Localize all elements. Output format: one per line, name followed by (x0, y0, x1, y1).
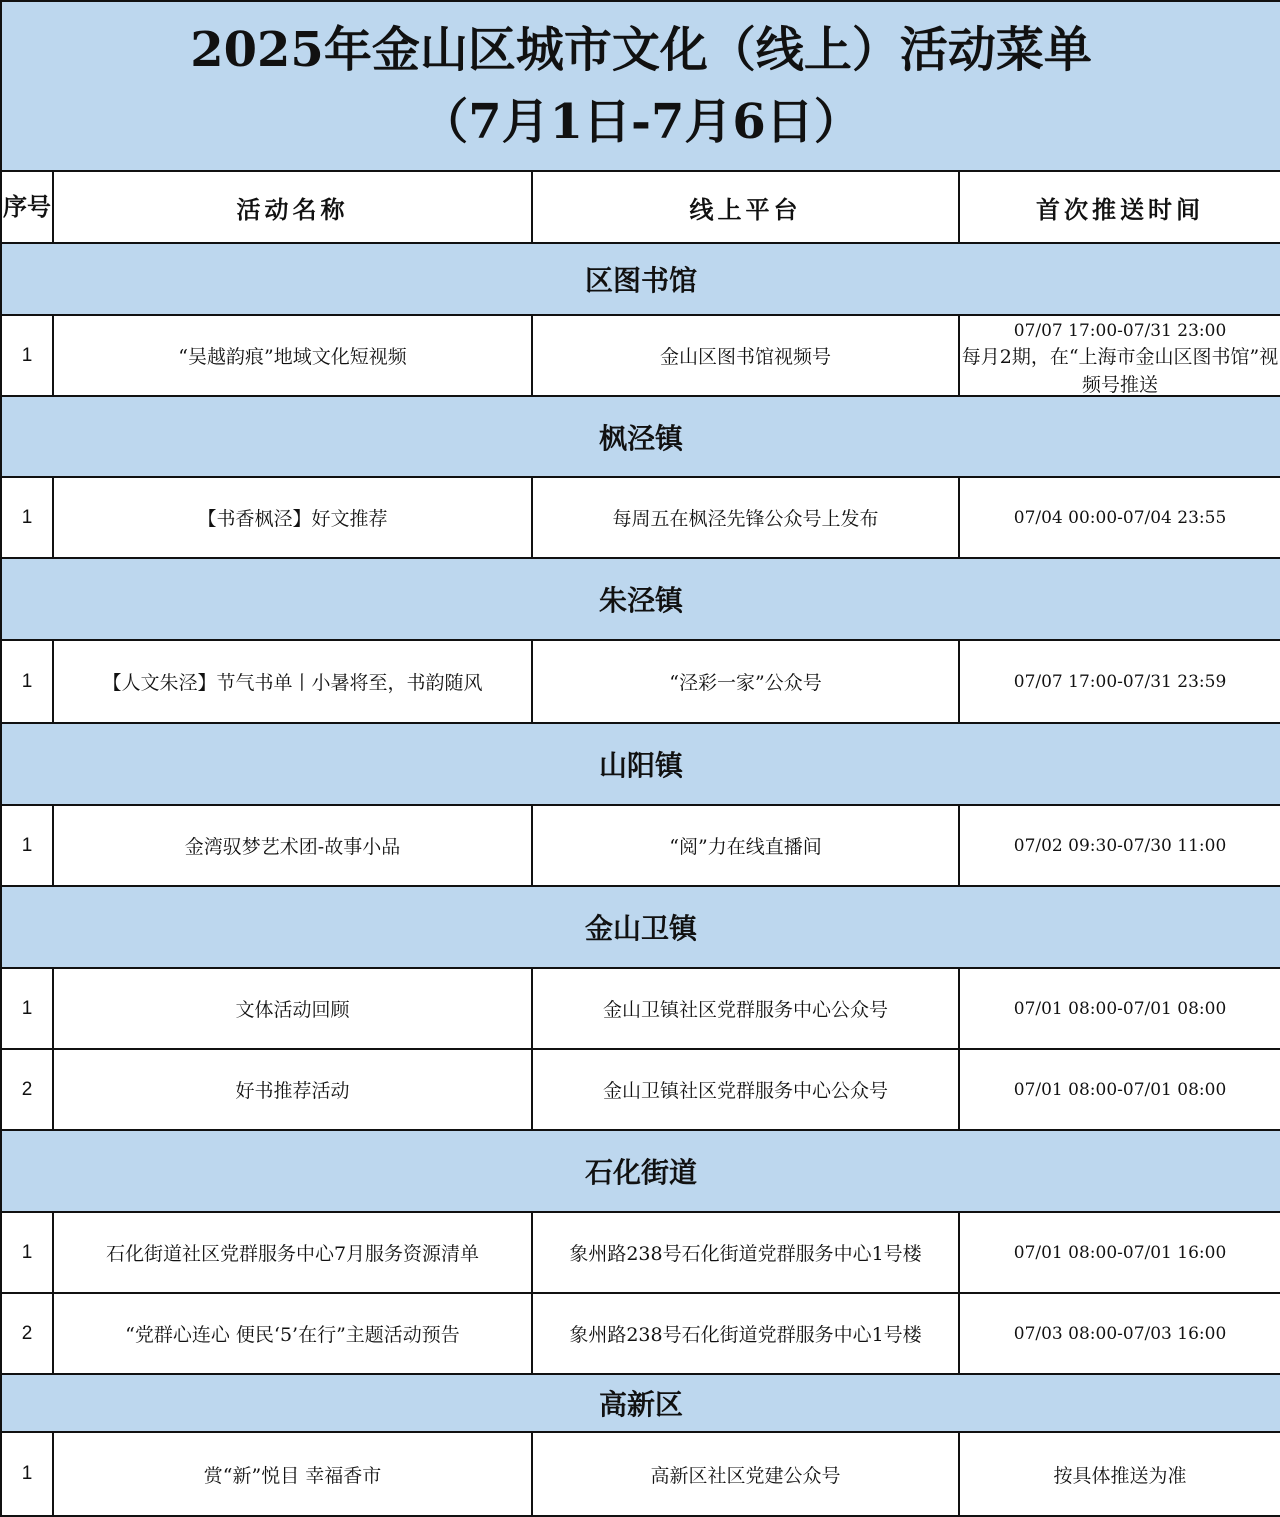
activity-name: 【人文朱泾】节气书单丨小暑将至，书韵随风 (53, 640, 532, 723)
push-time: 07/07 17:00-07/31 23:59 (959, 640, 1280, 723)
table-row (1, 1212, 1280, 1293)
row-index: 1 (1, 640, 53, 723)
activity-name: 赏“新”悦目 幸福香市 (53, 1432, 532, 1516)
platform: 象州路238号石化街道党群服务中心1号楼 (532, 1212, 959, 1293)
activity-name: “吴越韵痕”地域文化短视频 (53, 315, 532, 396)
table-row (1, 640, 1280, 723)
push-time: 07/01 08:00-07/01 08:00 (959, 968, 1280, 1049)
table-row (1, 477, 1280, 558)
push-time: 按具体推送为准 (959, 1432, 1280, 1516)
activity-name: 金湾驭梦艺术团-故事小品 (53, 805, 532, 886)
header-activity-name: 活动名称 (53, 171, 532, 243)
section-title: 区图书馆 (1, 243, 1280, 315)
activity-name: 文体活动回顾 (53, 968, 532, 1049)
page-title (1, 1, 1280, 171)
column-header-row (1, 171, 1280, 243)
row-index: 2 (1, 1293, 53, 1374)
activity-name: 【书香枫泾】好文推荐 (53, 477, 532, 558)
platform: “泾彩一家”公众号 (532, 640, 959, 723)
title-line-2: （7月1日-7月6日） (420, 94, 862, 150)
section-title: 朱泾镇 (1, 558, 1280, 640)
header-index: 序号 (1, 171, 53, 243)
table-row (1, 805, 1280, 886)
table-row (1, 315, 1280, 396)
section-header (1, 243, 1280, 315)
activity-name: 石化街道社区党群服务中心7月服务资源清单 (53, 1212, 532, 1293)
header-platform: 线上平台 (532, 171, 959, 243)
push-time: 07/02 09:30-07/30 11:00 (959, 805, 1280, 886)
platform: “阅”力在线直播间 (532, 805, 959, 886)
section-title: 山阳镇 (1, 723, 1280, 805)
row-index: 1 (1, 805, 53, 886)
platform: 每周五在枫泾先锋公众号上发布 (532, 477, 959, 558)
section-header (1, 558, 1280, 640)
title-line-1: 2025年金山区城市文化（线上）活动菜单 (190, 22, 1092, 78)
table-row (1, 1049, 1280, 1130)
push-time (959, 315, 1280, 396)
section-title: 枫泾镇 (1, 396, 1280, 477)
push-time: 07/01 08:00-07/01 16:00 (959, 1212, 1280, 1293)
section-title: 金山卫镇 (1, 886, 1280, 968)
push-time-range: 07/07 17:00-07/31 23:00 (1013, 320, 1227, 341)
row-index: 2 (1, 1049, 53, 1130)
section-title: 石化街道 (1, 1130, 1280, 1212)
platform: 象州路238号石化街道党群服务中心1号楼 (532, 1293, 959, 1374)
section-header (1, 886, 1280, 968)
section-header (1, 1374, 1280, 1432)
push-time-note: 每月2期，在“上海市金山区图书馆”视频号推送 (961, 345, 1279, 395)
table-row (1, 968, 1280, 1049)
platform: 金山卫镇社区党群服务中心公众号 (532, 968, 959, 1049)
row-index: 1 (1, 315, 53, 396)
section-header (1, 1130, 1280, 1212)
platform: 金山卫镇社区党群服务中心公众号 (532, 1049, 959, 1130)
activity-name: “党群心连心 便民‘5’在行”主题活动预告 (53, 1293, 532, 1374)
row-index: 1 (1, 1212, 53, 1293)
section-header (1, 723, 1280, 805)
platform: 高新区社区党建公众号 (532, 1432, 959, 1516)
section-header (1, 396, 1280, 477)
activity-name: 好书推荐活动 (53, 1049, 532, 1130)
header-push-time: 首次推送时间 (959, 171, 1280, 243)
row-index: 1 (1, 477, 53, 558)
table-row (1, 1432, 1280, 1516)
table-row (1, 1293, 1280, 1374)
platform: 金山区图书馆视频号 (532, 315, 959, 396)
row-index: 1 (1, 968, 53, 1049)
section-title: 高新区 (1, 1374, 1280, 1432)
push-time: 07/01 08:00-07/01 08:00 (959, 1049, 1280, 1130)
push-time: 07/03 08:00-07/03 16:00 (959, 1293, 1280, 1374)
push-time: 07/04 00:00-07/04 23:55 (959, 477, 1280, 558)
row-index: 1 (1, 1432, 53, 1516)
